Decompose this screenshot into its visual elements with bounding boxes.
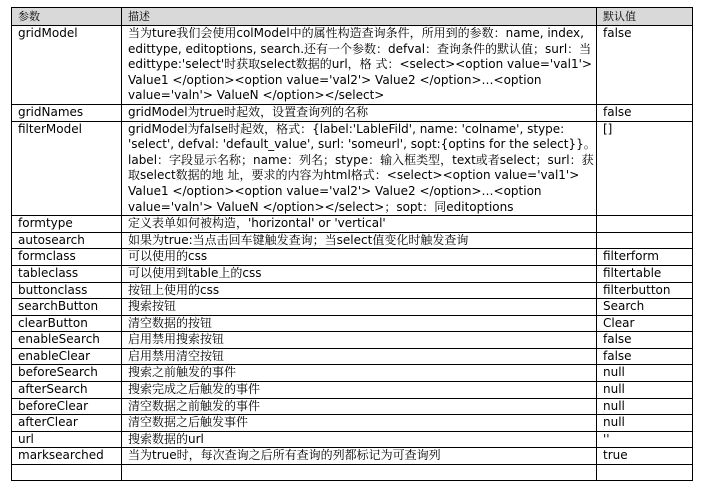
default-cell <box>597 465 693 481</box>
default-cell: false <box>597 104 693 121</box>
default-cell: false <box>597 348 693 365</box>
header-row <box>12 8 693 26</box>
table-row <box>12 265 693 282</box>
table-row <box>12 365 693 382</box>
default-cell: null <box>597 415 693 432</box>
param-cell: url <box>12 431 122 448</box>
desc-cell: 清空数据之后触发事件 <box>122 415 597 432</box>
default-cell <box>597 216 693 233</box>
table-row <box>12 431 693 448</box>
default-cell: null <box>597 382 693 399</box>
param-cell: clearButton <box>12 315 122 332</box>
default-cell: null <box>597 365 693 382</box>
param-cell: buttonclass <box>12 282 122 299</box>
desc-cell: 搜索完成之后触发的事件 <box>122 382 597 399</box>
table-row <box>12 104 693 121</box>
param-cell: beforeClear <box>12 398 122 415</box>
default-cell: false <box>597 332 693 349</box>
default-cell: Search <box>597 299 693 316</box>
desc-cell: 搜索按钮 <box>122 299 597 316</box>
desc-cell: 清空数据之前触发的事件 <box>122 398 597 415</box>
desc-cell: 定义表单如何被构造，'horizontal' or 'vertical' <box>122 216 597 233</box>
desc-cell: 当为ture我们会使用colModel中的属性构造查询条件，所用到的参数：name, index, edittype, editoptions, search.还有一个参数：defval：查询条件的默认值；surl：当edittype:'select'时获取select数据的url，格 式：<select><option value='val1'> Value1 </option><option value='val2'> Value2 </option>…<option value='valn'> ValueN </option></select> <box>122 26 597 105</box>
param-cell: autosearch <box>12 232 122 249</box>
default-cell: Clear <box>597 315 693 332</box>
param-cell: formclass <box>12 249 122 266</box>
desc-cell <box>122 465 597 481</box>
desc-cell: 可以使用的css <box>122 249 597 266</box>
default-cell: filtertable <box>597 265 693 282</box>
param-cell: beforeSearch <box>12 365 122 382</box>
table-row <box>12 299 693 316</box>
desc-cell: 清空数据的按钮 <box>122 315 597 332</box>
param-cell: marksearched <box>12 448 122 465</box>
default-cell: false <box>597 26 693 105</box>
param-cell: afterClear <box>12 415 122 432</box>
desc-cell: gridModel为false时起效，格式：{label:'LableFild', name: 'colname', stype: 'select', defval: 'default_value', surl: 'someurl', sopt:{optins for the select}}。label：字段显示名称；name：列名；stype：输入框类型，text或者select；surl：获取select数据的地 址，要求的内容为html格式：<select><option value='val1'> Value1 </option><option value='val2'> Value2 </option>…<option value='valn'> ValueN </option></select>；sopt：同editoptions <box>122 121 597 216</box>
desc-cell: 当为true时，每次查询之后所有查询的列都标记为可查询列 <box>122 448 597 465</box>
param-cell: filterModel <box>12 121 122 216</box>
default-cell: true <box>597 448 693 465</box>
table-row <box>12 348 693 365</box>
param-cell: searchButton <box>12 299 122 316</box>
table-row <box>12 448 693 465</box>
header-desc: 描述 <box>122 8 597 26</box>
param-cell: formtype <box>12 216 122 233</box>
param-cell: enableClear <box>12 348 122 365</box>
desc-cell: 搜索数据的url <box>122 431 597 448</box>
header-default: 默认值 <box>597 8 693 26</box>
param-cell: gridModel <box>12 26 122 105</box>
table-row <box>12 332 693 349</box>
desc-cell: 按钮上使用的css <box>122 282 597 299</box>
desc-cell: gridModel为true时起效，设置查询列的名称 <box>122 104 597 121</box>
param-cell: gridNames <box>12 104 122 121</box>
default-cell <box>597 232 693 249</box>
param-cell: afterSearch <box>12 382 122 399</box>
header-param: 参数 <box>12 8 122 26</box>
table-row <box>12 465 693 481</box>
table-row <box>12 216 693 233</box>
param-cell: enableSearch <box>12 332 122 349</box>
table-row <box>12 315 693 332</box>
default-cell: filterbutton <box>597 282 693 299</box>
desc-cell: 启用禁用清空按钮 <box>122 348 597 365</box>
desc-cell: 可以使用到table上的css <box>122 265 597 282</box>
table-body <box>12 26 693 481</box>
default-cell: [] <box>597 121 693 216</box>
param-cell: tableclass <box>12 265 122 282</box>
table-row <box>12 398 693 415</box>
desc-cell: 如果为true:当点击回车键触发查询；当select值变化时触发查询 <box>122 232 597 249</box>
table-row <box>12 121 693 216</box>
table-row <box>12 382 693 399</box>
parameters-table <box>11 7 693 481</box>
table-row <box>12 26 693 105</box>
table-row <box>12 249 693 266</box>
default-cell: '' <box>597 431 693 448</box>
desc-cell: 搜索之前触发的事件 <box>122 365 597 382</box>
table-row <box>12 415 693 432</box>
desc-cell: 启用禁用搜索按钮 <box>122 332 597 349</box>
param-cell <box>12 465 122 481</box>
table-row <box>12 282 693 299</box>
default-cell: filterform <box>597 249 693 266</box>
default-cell: null <box>597 398 693 415</box>
table-row <box>12 232 693 249</box>
